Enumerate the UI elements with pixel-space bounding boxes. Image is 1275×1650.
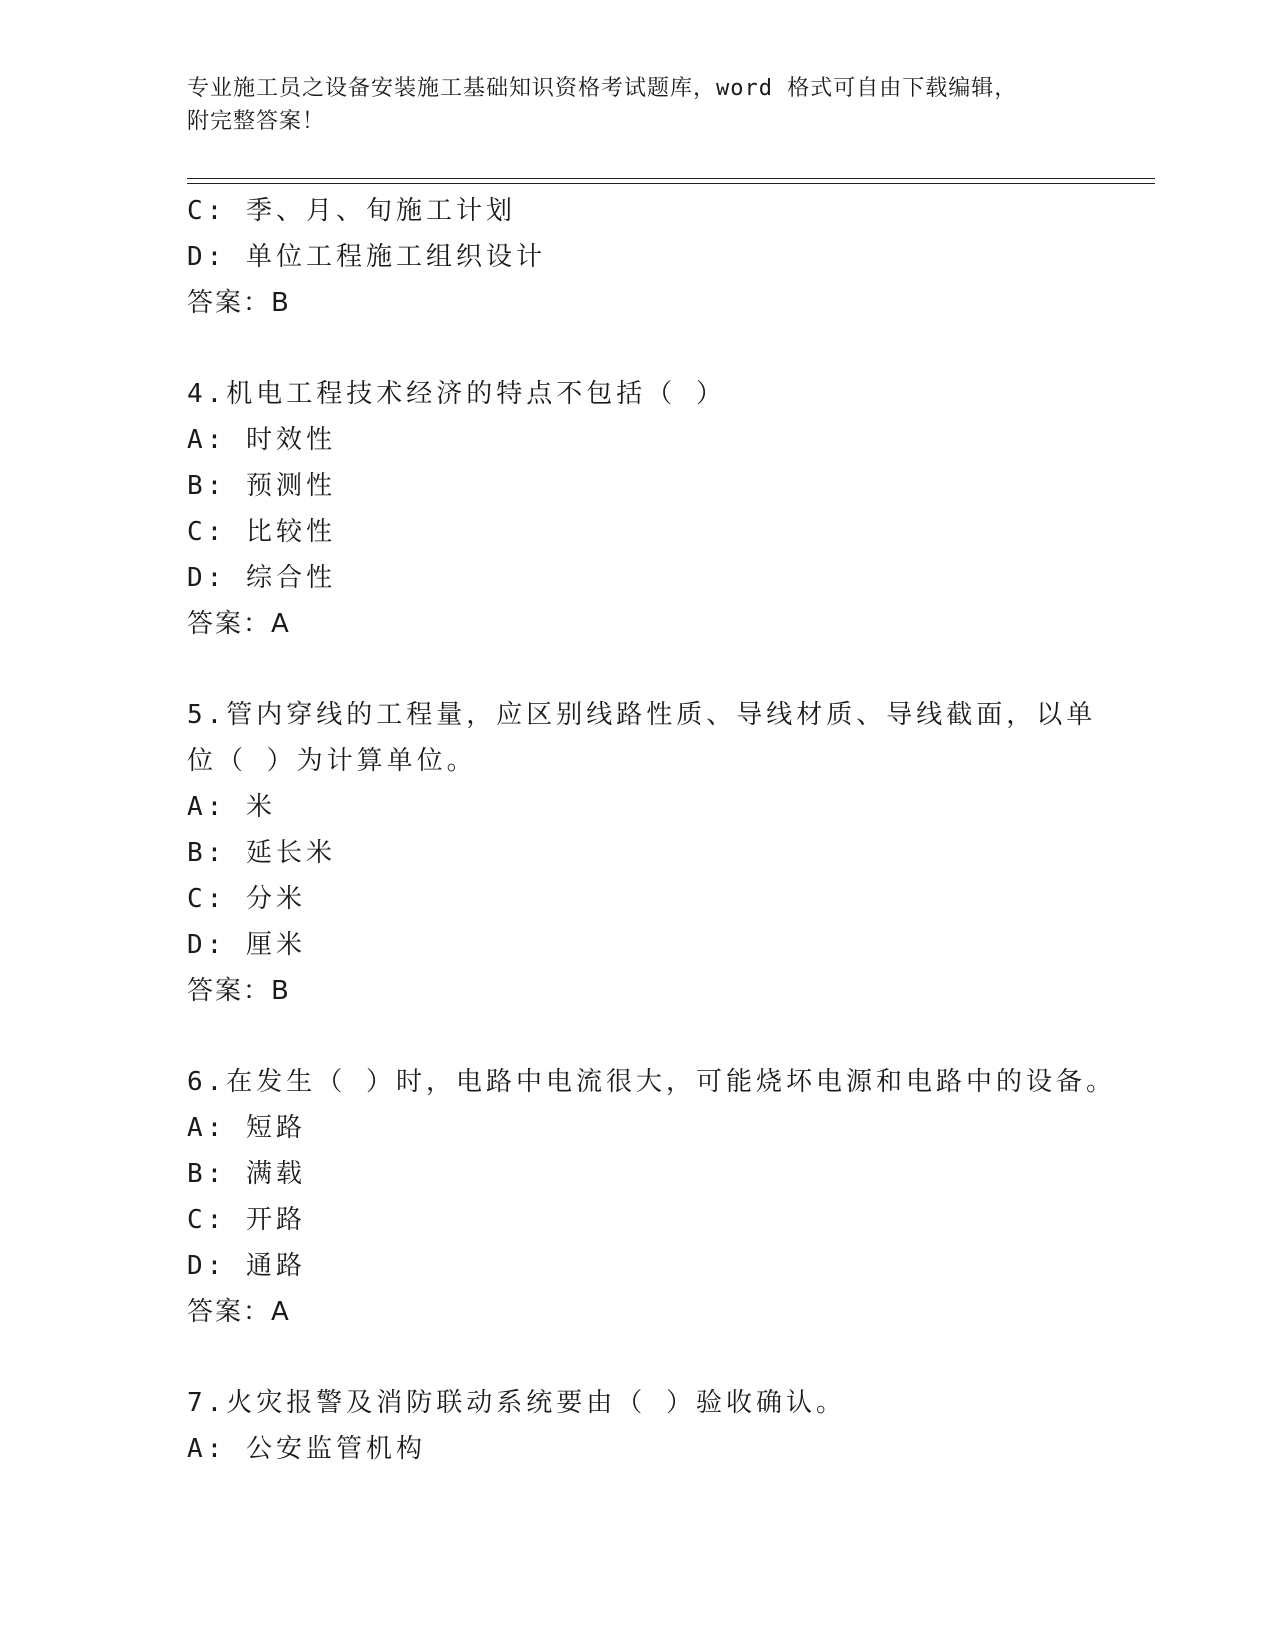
question-stem: 4.机电工程技术经济的特点不包括（ ） [187, 379, 726, 409]
spacer [187, 647, 1087, 692]
option-d: D: 单位工程施工组织设计 [187, 242, 546, 272]
question-stem-line-2: 位（ ）为计算单位。 [187, 746, 477, 776]
option-a: A: 公安监管机构 [187, 1434, 426, 1464]
question-list [187, 188, 1116, 1472]
option-d: D: 通路 [187, 1251, 306, 1281]
option-b: B: 延长米 [187, 838, 336, 868]
answer-line: 答案：A [187, 609, 291, 639]
question-block-5 [187, 692, 1097, 1014]
answer-line: 答案：A [187, 1297, 291, 1327]
question-block-3-partial [187, 188, 1087, 326]
header-divider-bottom [187, 183, 1155, 184]
option-c: C: 季、月、旬施工计划 [187, 196, 516, 226]
option-d: D: 综合性 [187, 563, 336, 593]
spacer [187, 1335, 1087, 1380]
header-line-2: 附完整答案！ [187, 109, 326, 134]
spacer [187, 1014, 1087, 1059]
option-a: A: 米 [187, 792, 276, 822]
header-line-1: 专业施工员之设备安装施工基础知识资格考试题库，word 格式可自由下载编辑， [187, 76, 1018, 101]
option-c: C: 分米 [187, 884, 306, 914]
answer-line: 答案：B [187, 288, 291, 318]
option-b: B: 满载 [187, 1159, 306, 1189]
header-divider-top [187, 178, 1155, 179]
question-stem: 6.在发生（ ）时，电路中电流很大，可能烧坏电源和电路中的设备。 [187, 1067, 1116, 1097]
option-c: C: 比较性 [187, 517, 336, 547]
document-header [187, 72, 1087, 138]
question-block-4 [187, 371, 1087, 647]
option-d: D: 厘米 [187, 930, 306, 960]
question-stem: 7.火灾报警及消防联动系统要由（ ）验收确认。 [187, 1388, 846, 1418]
question-stem-line-1: 5.管内穿线的工程量，应区别线路性质、导线材质、导线截面，以单 [187, 700, 1097, 730]
option-a: A: 短路 [187, 1113, 306, 1143]
option-a: A: 时效性 [187, 425, 336, 455]
question-block-6 [187, 1059, 1116, 1335]
question-block-7 [187, 1380, 1087, 1472]
option-b: B: 预测性 [187, 471, 336, 501]
option-c: C: 开路 [187, 1205, 306, 1235]
spacer [187, 326, 1087, 371]
answer-line: 答案：B [187, 976, 291, 1006]
